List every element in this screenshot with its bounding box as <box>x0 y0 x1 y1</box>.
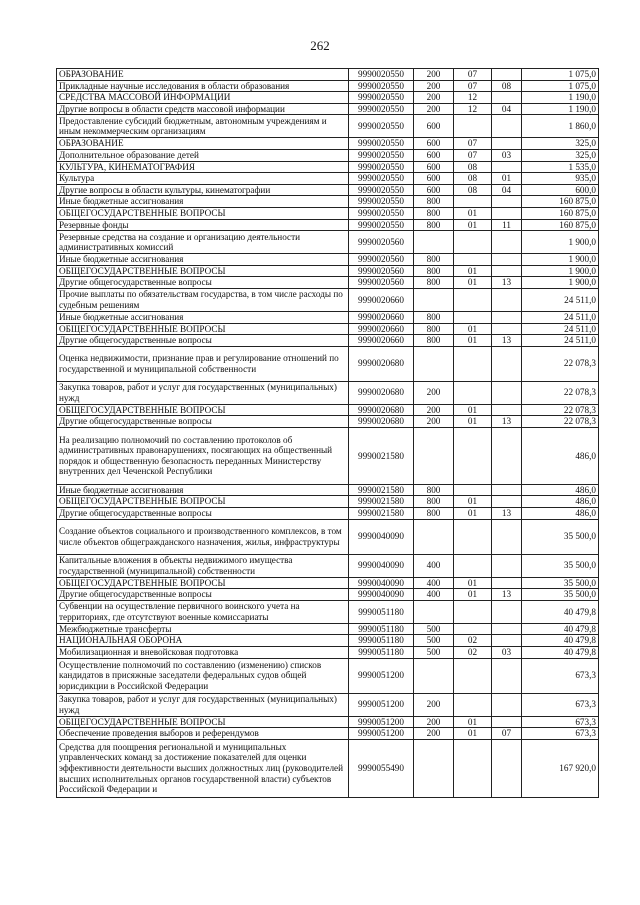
table-row <box>57 739 599 797</box>
row-name-cell: Другие общегосударственные вопросы <box>57 335 349 347</box>
row-sum-cell: 1 860,0 <box>522 115 599 138</box>
table-row <box>57 728 599 740</box>
row-vr-cell: 400 <box>414 554 454 577</box>
row-vr-cell: 800 <box>414 484 454 496</box>
row-vr-cell <box>414 658 454 693</box>
row-vr-cell: 200 <box>414 728 454 740</box>
row-rz-cell <box>454 427 492 484</box>
row-pr-cell: 13 <box>492 277 522 289</box>
table-row <box>57 484 599 496</box>
row-vr-cell: 800 <box>414 323 454 335</box>
row-sum-cell: 24 511,0 <box>522 323 599 335</box>
row-rz-cell: 02 <box>454 647 492 659</box>
row-vr-cell: 500 <box>414 647 454 659</box>
row-sum-cell: 325,0 <box>522 149 599 161</box>
table-row <box>57 311 599 323</box>
row-vr-cell: 800 <box>414 496 454 508</box>
row-sum-cell: 1 900,0 <box>522 277 599 289</box>
row-code-cell: 9990051200 <box>349 728 414 740</box>
table-row <box>57 80 599 92</box>
row-sum-cell: 486,0 <box>522 508 599 520</box>
row-name-cell: ОБЩЕГОСУДАРСТВЕННЫЕ ВОПРОСЫ <box>57 207 349 219</box>
row-code-cell: 9990020550 <box>349 161 414 173</box>
table-row <box>57 288 599 311</box>
row-name-cell: НАЦИОНАЛЬНАЯ ОБОРОНА <box>57 635 349 647</box>
row-code-cell: 9990020660 <box>349 311 414 323</box>
row-vr-cell <box>414 739 454 797</box>
row-name-cell: Резервные фонды <box>57 219 349 231</box>
row-name-cell: СРЕДСТВА МАССОВОЙ ИНФОРМАЦИИ <box>57 92 349 104</box>
row-name-cell: Дополнительное образование детей <box>57 149 349 161</box>
row-vr-cell <box>414 519 454 554</box>
row-pr-cell: 04 <box>492 184 522 196</box>
table-row <box>57 115 599 138</box>
row-code-cell: 9990020660 <box>349 335 414 347</box>
row-pr-cell <box>492 288 522 311</box>
table-row <box>57 693 599 716</box>
row-sum-cell: 325,0 <box>522 138 599 150</box>
row-sum-cell: 673,3 <box>522 658 599 693</box>
row-sum-cell: 160 875,0 <box>522 219 599 231</box>
row-code-cell: 9990051200 <box>349 693 414 716</box>
table-row <box>57 416 599 428</box>
row-vr-cell: 800 <box>414 196 454 208</box>
row-pr-cell <box>492 265 522 277</box>
row-code-cell: 9990020680 <box>349 404 414 416</box>
row-code-cell: 9990020560 <box>349 265 414 277</box>
row-code-cell: 9990020680 <box>349 381 414 404</box>
table-row <box>57 103 599 115</box>
row-vr-cell: 600 <box>414 161 454 173</box>
table-row <box>57 554 599 577</box>
row-rz-cell <box>454 288 492 311</box>
row-pr-cell <box>492 346 522 381</box>
row-vr-cell: 200 <box>414 80 454 92</box>
row-pr-cell: 13 <box>492 508 522 520</box>
row-pr-cell <box>492 739 522 797</box>
row-sum-cell: 35 500,0 <box>522 589 599 601</box>
budget-table <box>56 68 599 798</box>
row-name-cell: Другие общегосударственные вопросы <box>57 508 349 520</box>
row-vr-cell: 800 <box>414 508 454 520</box>
row-rz-cell: 07 <box>454 80 492 92</box>
row-name-cell: ОБРАЗОВАНИЕ <box>57 69 349 81</box>
row-name-cell: Закупка товаров, работ и услуг для государственных (муниципальных) нужд <box>57 381 349 404</box>
row-sum-cell: 600,0 <box>522 184 599 196</box>
row-name-cell: Осуществление полномочий по составлению (изменению) списков кандидатов в присяжные заседатели федеральных судов общей юрисдикции в Российской Федерации <box>57 658 349 693</box>
row-vr-cell: 200 <box>414 69 454 81</box>
row-name-cell: Иные бюджетные ассигнования <box>57 484 349 496</box>
row-rz-cell: 01 <box>454 716 492 728</box>
row-name-cell: КУЛЬТУРА, КИНЕМАТОГРАФИЯ <box>57 161 349 173</box>
row-code-cell: 9990021580 <box>349 496 414 508</box>
row-pr-cell: 11 <box>492 219 522 231</box>
row-rz-cell <box>454 739 492 797</box>
row-pr-cell <box>492 69 522 81</box>
row-pr-cell <box>492 207 522 219</box>
row-name-cell: Прочие выплаты по обязательствам государства, в том числе расходы по судебным решениям <box>57 288 349 311</box>
row-sum-cell: 673,3 <box>522 728 599 740</box>
row-sum-cell: 1 190,0 <box>522 92 599 104</box>
table-row <box>57 207 599 219</box>
row-pr-cell <box>492 658 522 693</box>
row-pr-cell <box>492 115 522 138</box>
row-code-cell: 9990051180 <box>349 623 414 635</box>
row-rz-cell: 01 <box>454 219 492 231</box>
row-pr-cell: 13 <box>492 335 522 347</box>
row-rz-cell: 01 <box>454 589 492 601</box>
row-vr-cell: 200 <box>414 693 454 716</box>
row-name-cell: Создание объектов социального и производственного комплексов, в том числе объектов общегражданского назначения, жилья, инфраструктуры <box>57 519 349 554</box>
row-pr-cell <box>492 404 522 416</box>
table-row <box>57 173 599 185</box>
row-name-cell: На реализацию полномочий по составлению протоколов об административных правонарушениях, посягающих на общественный порядок и общественную безопасность переданных Министерству внутренних дел Чеченской Республики <box>57 427 349 484</box>
row-pr-cell <box>492 623 522 635</box>
table-row <box>57 92 599 104</box>
row-code-cell: 9990040090 <box>349 554 414 577</box>
table-row <box>57 277 599 289</box>
row-rz-cell: 01 <box>454 416 492 428</box>
table-row <box>57 69 599 81</box>
row-sum-cell: 24 511,0 <box>522 311 599 323</box>
row-vr-cell: 200 <box>414 416 454 428</box>
table-row <box>57 254 599 266</box>
row-code-cell: 9990020560 <box>349 277 414 289</box>
row-sum-cell: 486,0 <box>522 427 599 484</box>
row-pr-cell <box>492 519 522 554</box>
row-pr-cell <box>492 496 522 508</box>
row-name-cell: Другие вопросы в области культуры, кинематографии <box>57 184 349 196</box>
row-name-cell: Другие общегосударственные вопросы <box>57 589 349 601</box>
row-sum-cell: 35 500,0 <box>522 577 599 589</box>
table-row <box>57 231 599 254</box>
row-sum-cell: 673,3 <box>522 716 599 728</box>
row-code-cell: 9990040090 <box>349 577 414 589</box>
row-vr-cell <box>414 231 454 254</box>
row-code-cell: 9990020550 <box>349 219 414 231</box>
row-name-cell: Иные бюджетные ассигнования <box>57 311 349 323</box>
row-rz-cell <box>454 254 492 266</box>
row-vr-cell: 400 <box>414 577 454 589</box>
row-name-cell: Средства для поощрения региональной и муниципальных управленческих команд за достижение показателей для оценки эффективности деятельности высших должностных лиц (руководителей высших исполнительных органов государственной власти) субъектов Российской Федерации и <box>57 739 349 797</box>
row-name-cell: Другие общегосударственные вопросы <box>57 416 349 428</box>
row-code-cell: 9990020550 <box>349 196 414 208</box>
budget-table-body <box>57 69 599 798</box>
row-code-cell: 9990020550 <box>349 149 414 161</box>
row-code-cell: 9990020550 <box>349 80 414 92</box>
row-name-cell: Прикладные научные исследования в области образования <box>57 80 349 92</box>
table-row <box>57 265 599 277</box>
row-vr-cell: 400 <box>414 589 454 601</box>
row-sum-cell: 40 479,8 <box>522 623 599 635</box>
row-code-cell: 9990021580 <box>349 484 414 496</box>
row-code-cell: 9990021580 <box>349 508 414 520</box>
row-rz-cell: 08 <box>454 161 492 173</box>
row-name-cell: ОБРАЗОВАНИЕ <box>57 138 349 150</box>
table-row <box>57 623 599 635</box>
row-vr-cell: 600 <box>414 115 454 138</box>
row-name-cell: Мобилизационная и вневойсковая подготовка <box>57 647 349 659</box>
table-row <box>57 600 599 623</box>
row-vr-cell: 200 <box>414 92 454 104</box>
table-row <box>57 335 599 347</box>
row-sum-cell: 35 500,0 <box>522 519 599 554</box>
row-name-cell: Межбюджетные трансферты <box>57 623 349 635</box>
row-vr-cell <box>414 288 454 311</box>
row-pr-cell: 07 <box>492 728 522 740</box>
row-name-cell: Другие вопросы в области средств массовой информации <box>57 103 349 115</box>
row-rz-cell: 07 <box>454 149 492 161</box>
row-sum-cell: 1 535,0 <box>522 161 599 173</box>
row-name-cell: ОБЩЕГОСУДАРСТВЕННЫЕ ВОПРОСЫ <box>57 716 349 728</box>
row-vr-cell: 200 <box>414 381 454 404</box>
row-sum-cell: 24 511,0 <box>522 335 599 347</box>
row-sum-cell: 40 479,8 <box>522 635 599 647</box>
row-rz-cell: 01 <box>454 496 492 508</box>
row-pr-cell <box>492 196 522 208</box>
row-pr-cell: 03 <box>492 149 522 161</box>
row-vr-cell: 800 <box>414 277 454 289</box>
row-sum-cell: 935,0 <box>522 173 599 185</box>
row-sum-cell: 35 500,0 <box>522 554 599 577</box>
row-code-cell: 9990020660 <box>349 323 414 335</box>
row-rz-cell: 08 <box>454 184 492 196</box>
table-row <box>57 138 599 150</box>
row-pr-cell <box>492 600 522 623</box>
row-pr-cell <box>492 577 522 589</box>
row-vr-cell: 800 <box>414 311 454 323</box>
row-sum-cell: 1 900,0 <box>522 231 599 254</box>
row-name-cell: Культура <box>57 173 349 185</box>
table-row <box>57 658 599 693</box>
row-sum-cell: 486,0 <box>522 496 599 508</box>
row-rz-cell: 01 <box>454 277 492 289</box>
row-rz-cell <box>454 231 492 254</box>
table-row <box>57 381 599 404</box>
row-pr-cell <box>492 311 522 323</box>
table-row <box>57 404 599 416</box>
row-rz-cell <box>454 381 492 404</box>
row-vr-cell: 800 <box>414 207 454 219</box>
row-rz-cell <box>454 658 492 693</box>
table-row <box>57 427 599 484</box>
row-name-cell: Закупка товаров, работ и услуг для государственных (муниципальных) нужд <box>57 693 349 716</box>
row-rz-cell: 01 <box>454 335 492 347</box>
row-rz-cell <box>454 623 492 635</box>
row-sum-cell: 24 511,0 <box>522 288 599 311</box>
row-sum-cell: 486,0 <box>522 484 599 496</box>
row-vr-cell: 200 <box>414 716 454 728</box>
row-code-cell: 9990020550 <box>349 173 414 185</box>
row-code-cell: 9990020680 <box>349 416 414 428</box>
row-sum-cell: 1 900,0 <box>522 265 599 277</box>
row-code-cell: 9990055490 <box>349 739 414 797</box>
row-vr-cell: 800 <box>414 254 454 266</box>
row-vr-cell: 600 <box>414 184 454 196</box>
row-vr-cell <box>414 600 454 623</box>
table-row <box>57 184 599 196</box>
table-row <box>57 589 599 601</box>
row-rz-cell: 12 <box>454 103 492 115</box>
row-sum-cell: 160 875,0 <box>522 196 599 208</box>
table-row <box>57 519 599 554</box>
row-rz-cell <box>454 196 492 208</box>
row-rz-cell: 12 <box>454 92 492 104</box>
row-pr-cell: 13 <box>492 589 522 601</box>
row-code-cell: 9990020550 <box>349 138 414 150</box>
row-vr-cell: 600 <box>414 173 454 185</box>
row-pr-cell <box>492 92 522 104</box>
row-vr-cell: 500 <box>414 623 454 635</box>
row-vr-cell <box>414 427 454 484</box>
row-rz-cell: 01 <box>454 265 492 277</box>
row-rz-cell <box>454 693 492 716</box>
row-sum-cell: 22 078,3 <box>522 404 599 416</box>
table-row <box>57 161 599 173</box>
table-row <box>57 196 599 208</box>
row-code-cell: 9990021580 <box>349 427 414 484</box>
row-name-cell: Предоставление субсидий бюджетным, автономным учреждениям и иным некоммерческим организациям <box>57 115 349 138</box>
row-code-cell: 9990020560 <box>349 231 414 254</box>
row-pr-cell <box>492 484 522 496</box>
row-vr-cell: 800 <box>414 219 454 231</box>
row-rz-cell <box>454 554 492 577</box>
row-sum-cell: 1 075,0 <box>522 80 599 92</box>
row-sum-cell: 40 479,8 <box>522 647 599 659</box>
row-sum-cell: 1 075,0 <box>522 69 599 81</box>
row-rz-cell <box>454 115 492 138</box>
row-name-cell: Субвенции на осуществление первичного воинского учета на территориях, где отсутствуют военные комиссариаты <box>57 600 349 623</box>
row-vr-cell: 800 <box>414 265 454 277</box>
row-code-cell: 9990020550 <box>349 207 414 219</box>
row-vr-cell: 600 <box>414 149 454 161</box>
row-pr-cell <box>492 635 522 647</box>
row-name-cell: Иные бюджетные ассигнования <box>57 254 349 266</box>
row-name-cell: Иные бюджетные ассигнования <box>57 196 349 208</box>
table-row <box>57 149 599 161</box>
table-row <box>57 323 599 335</box>
row-rz-cell: 01 <box>454 508 492 520</box>
row-name-cell: Обеспечение проведения выборов и референдумов <box>57 728 349 740</box>
row-pr-cell <box>492 716 522 728</box>
row-code-cell: 9990020550 <box>349 115 414 138</box>
row-name-cell: ОБЩЕГОСУДАРСТВЕННЫЕ ВОПРОСЫ <box>57 496 349 508</box>
row-rz-cell: 01 <box>454 728 492 740</box>
row-rz-cell <box>454 484 492 496</box>
row-code-cell: 9990051180 <box>349 600 414 623</box>
row-sum-cell: 673,3 <box>522 693 599 716</box>
row-sum-cell: 40 479,8 <box>522 600 599 623</box>
row-vr-cell: 500 <box>414 635 454 647</box>
table-row <box>57 508 599 520</box>
row-pr-cell <box>492 138 522 150</box>
table-row <box>57 496 599 508</box>
row-code-cell: 9990020560 <box>349 254 414 266</box>
row-rz-cell <box>454 519 492 554</box>
row-sum-cell: 1 190,0 <box>522 103 599 115</box>
row-pr-cell: 03 <box>492 647 522 659</box>
row-rz-cell: 07 <box>454 138 492 150</box>
row-code-cell: 9990051180 <box>349 647 414 659</box>
row-code-cell: 9990020550 <box>349 184 414 196</box>
table-row <box>57 219 599 231</box>
row-name-cell: ОБЩЕГОСУДАРСТВЕННЫЕ ВОПРОСЫ <box>57 404 349 416</box>
row-code-cell: 9990040090 <box>349 589 414 601</box>
row-pr-cell <box>492 323 522 335</box>
row-pr-cell: 04 <box>492 103 522 115</box>
row-pr-cell <box>492 427 522 484</box>
table-row <box>57 635 599 647</box>
row-pr-cell: 13 <box>492 416 522 428</box>
row-rz-cell: 07 <box>454 69 492 81</box>
row-code-cell: 9990020550 <box>349 103 414 115</box>
row-pr-cell: 01 <box>492 173 522 185</box>
row-name-cell: Оценка недвижимости, признание прав и регулирование отношений по государственной и муниципальной собственности <box>57 346 349 381</box>
row-name-cell: Другие общегосударственные вопросы <box>57 277 349 289</box>
row-rz-cell: 01 <box>454 404 492 416</box>
row-pr-cell: 08 <box>492 80 522 92</box>
row-code-cell: 9990020550 <box>349 69 414 81</box>
row-pr-cell <box>492 231 522 254</box>
row-sum-cell: 22 078,3 <box>522 346 599 381</box>
table-row <box>57 647 599 659</box>
row-vr-cell: 600 <box>414 138 454 150</box>
row-sum-cell: 22 078,3 <box>522 416 599 428</box>
row-rz-cell: 08 <box>454 173 492 185</box>
page-number: 262 <box>310 38 330 53</box>
row-rz-cell <box>454 600 492 623</box>
row-code-cell: 9990051200 <box>349 716 414 728</box>
row-pr-cell <box>492 381 522 404</box>
row-sum-cell: 22 078,3 <box>522 381 599 404</box>
row-rz-cell: 01 <box>454 207 492 219</box>
row-sum-cell: 1 900,0 <box>522 254 599 266</box>
row-code-cell: 9990051200 <box>349 658 414 693</box>
row-code-cell: 9990051180 <box>349 635 414 647</box>
row-rz-cell <box>454 311 492 323</box>
row-rz-cell: 02 <box>454 635 492 647</box>
row-vr-cell: 800 <box>414 335 454 347</box>
row-code-cell: 9990020550 <box>349 92 414 104</box>
row-code-cell: 9990020680 <box>349 346 414 381</box>
row-name-cell: ОБЩЕГОСУДАРСТВЕННЫЕ ВОПРОСЫ <box>57 265 349 277</box>
row-pr-cell <box>492 161 522 173</box>
table-row <box>57 346 599 381</box>
row-sum-cell: 160 875,0 <box>522 207 599 219</box>
table-row <box>57 577 599 589</box>
row-sum-cell: 167 920,0 <box>522 739 599 797</box>
row-pr-cell <box>492 254 522 266</box>
row-vr-cell: 200 <box>414 404 454 416</box>
row-pr-cell <box>492 554 522 577</box>
row-name-cell: ОБЩЕГОСУДАРСТВЕННЫЕ ВОПРОСЫ <box>57 323 349 335</box>
row-name-cell: ОБЩЕГОСУДАРСТВЕННЫЕ ВОПРОСЫ <box>57 577 349 589</box>
row-code-cell: 9990020660 <box>349 288 414 311</box>
row-code-cell: 9990040090 <box>349 519 414 554</box>
row-name-cell: Резервные средства на создание и организацию деятельности административных комиссий <box>57 231 349 254</box>
row-pr-cell <box>492 693 522 716</box>
table-row <box>57 716 599 728</box>
row-name-cell: Капитальные вложения в объекты недвижимого имущества государственной (муниципальной) собственности <box>57 554 349 577</box>
row-rz-cell <box>454 346 492 381</box>
row-rz-cell: 01 <box>454 577 492 589</box>
row-vr-cell: 200 <box>414 103 454 115</box>
row-vr-cell <box>414 346 454 381</box>
row-rz-cell: 01 <box>454 323 492 335</box>
